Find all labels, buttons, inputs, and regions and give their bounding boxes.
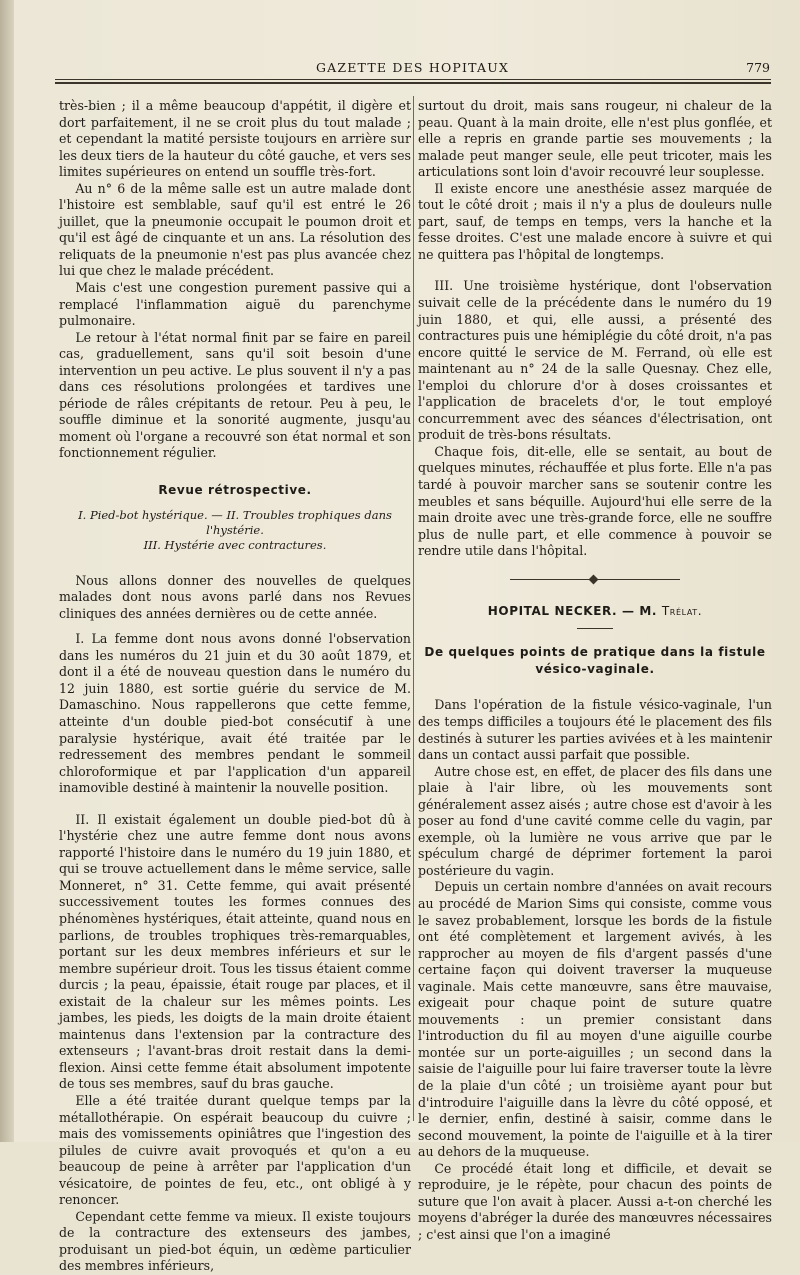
- section-subtitle: I. Pied-bot hystérique. — II. Troubles trophiques dans l'hystérie.: [78, 507, 392, 537]
- paragraph: Il existe encore une anesthésie assez marquée de tout le côté droit ; mais il n'y a plus de douleurs nulle part, sauf, de temps en temps, vers la hanche et la fesse droites. C'est une malade encore à suivre et qui ne quittera pas l'hôpital de longtemps.: [418, 180, 772, 262]
- paragraph: Nous allons donner des nouvelles de quelques malades dont nous avons parlé dans nos Revues cliniques des années dernières ou de cette année.: [59, 572, 411, 621]
- column-divider: [413, 96, 414, 1121]
- header-rule-thick: [55, 82, 771, 84]
- doctor-name: Trélat.: [661, 603, 703, 618]
- paragraph: surtout du droit, mais sans rougeur, ni chaleur de la peau. Quant à la main droite, elle n'est plus gonflée, et elle a repris en grande partie ses mouvements ; la malade peut manger seule, elle peut tricoter, mais les articulations sont loin d'avoir recouvré leur souplesse.: [418, 98, 772, 180]
- right-column: [418, 98, 772, 1243]
- paragraph: Chaque fois, dit-elle, elle se sentait, au bout de quelques minutes, réchauffée et plus forte. Elle n'a pas tardé à pouvoir marcher sans se soutenir contre les meubles et sans béquille. Aujourd'hui elle serre de la main droite avec une très-grande force, elle ne souffre plus de nulle part, et elle commence à pouvoir se rendre utile dans l'hôpital.: [418, 443, 772, 559]
- header-rule-thin: [55, 79, 771, 80]
- binding-edge: [0, 0, 14, 1142]
- paragraph: très-bien ; il a même beaucoup d'appétit, il digère et dort parfaitement, il ne se croit plus du tout malade ; et cependant la matité persiste toujours en arrière sur les deux tiers de la hauteur du côté gauche, et vers ses limites supérieures on entend un souffle très-fort.: [59, 98, 411, 180]
- paragraph: Au n° 6 de la même salle est un autre malade dont l'histoire est semblable, sauf qu'il est entré le 26 juillet, que la pneumonie occupait le poumon droit et qu'il est âgé de cinquante et un ans. La résolution des reliquats de la pneumonie n'est pas plus avancée chez lui que chez le malade précédent.: [59, 180, 411, 279]
- ornamental-separator: [510, 575, 680, 583]
- paragraph: Ce procédé était long et difficile, et devait se reproduire, je le répète, pour chacun des points de suture que l'on avait à placer. Aussi a-t-on cherché les moyens d'abréger la durée des manœuvres nécessaires ; c'est ainsi que l'on a imaginé: [418, 1160, 772, 1242]
- paragraph: Mais c'est une congestion purement passive qui a remplacé l'inflammation aiguë du parenchyme pulmonaire.: [59, 280, 411, 329]
- section-title-revue: Revue rétrospective.: [158, 483, 312, 498]
- left-column: [59, 98, 411, 1275]
- paragraph: Le retour à l'état normal finit par se faire en pareil cas, graduellement, sans qu'il soit besoin d'une intervention un peu active. Le plus souvent il n'y a pas dans ces résolutions prolongées et tardives une période de râles crépitants de retour. Peu à peu, le souffle diminue et la sonorité augmente, jusqu'au moment où l'organe a recouvré son état normal et son fonctionnement régulier.: [59, 329, 411, 461]
- paragraph: Dans l'opération de la fistule vésico-vaginale, l'un des temps difficiles a toujours été le placement des fils destinés à suturer les parties avivées et à les maintenir dans un contact aussi parfait que possible.: [418, 697, 772, 763]
- paragraph: Depuis un certain nombre d'années on avait recours au procédé de Marion Sims qui consiste, comme vous le savez probablement, lorsque les bords de la fistule ont été complètement et largement avivés, à les rapprocher au moyen de fils d'argent passés d'une certaine façon qui doivent traverser la muqueuse vaginale. Mais cette manœuvre, sans être mauvaise, exigeait pour chaque point de suture quatre mouvements : un premier consistant dans l'introduction du fil au moyen d'une aiguille courbe montée sur un porte-aiguilles ; un second dans la saisie de l'aiguille pour lui faire traverser toute la lèvre de la plaie d'un côté ; un troisième ayant pour but d'introduire l'aiguille dans la lèvre du côté opposé, et le dernier, enfin, destiné à saisir, comme dans le second mouvement, la pointe de l'aiguille et à la tirer au dehors de la muqueuse.: [418, 879, 772, 1160]
- section-subtitle: III. Hystérie avec contractures.: [143, 537, 327, 552]
- paragraph: Cependant cette femme va mieux. Il existe toujours de la contracture des extenseurs des jambes, produisant un pied-bot équin, un œdème particulier des membres inférieurs,: [59, 1208, 411, 1274]
- article-title: vésico-vaginale.: [535, 661, 655, 676]
- paragraph: Elle a été traitée durant quelque temps par la métallothérapie. On espérait beaucoup du cuivre ; mais des vomissements opiniâtres que l'ingestion des pilules de cuivre avait provoqués et qu'on a eu beaucoup de peine à arrêter par l'application d'un vésicatoire, de pointes de feu, etc., ont obligé à y renoncer.: [59, 1092, 411, 1208]
- page-header: [55, 58, 770, 78]
- page-number: 779: [746, 60, 770, 75]
- paragraph: II. Il existait également un double pied-bot dû à l'hystérie chez une autre femme dont nous avons rapporté l'histoire dans le numéro du 19 juin 1880, et qui se trouve actuellement dans le même service, salle Monneret, n° 31. Cette femme, qui avait présenté successivement toutes les formes connues des phénomènes hystériques, était atteinte, quand nous en parlions, de troubles trophiques très-remarquables, portant sur les deux membres inférieurs et sur le membre supérieur droit. Tous les tissus étaient comme durcis ; la peau, épaissie, était rouge par places, et il existait de la chaleur sur les mêmes points. Les jambes, les pieds, les doigts de la main droite étaient maintenus dans l'extension par la contracture des extenseurs ; l'avant-bras droit restait dans la demi-flexion. Ainsi cette femme était absolument impotente de tous ses membres, sauf du bras gauche.: [59, 811, 411, 1092]
- article-title: De quelques points de pratique dans la fistule: [424, 645, 766, 660]
- journal-title: GAZETTE DES HOPITAUX: [315, 60, 510, 75]
- hospital-name: HOPITAL NECKER. — M.: [487, 603, 662, 618]
- hospital-heading: [418, 603, 772, 620]
- paragraph: Autre chose est, en effet, de placer des fils dans une plaie à l'air libre, où les mouvements sont généralement assez aisés ; autre chose est d'avoir à les poser au fond d'une cavité comme celle du vagin, par exemple, où la lumière ne vous arrive que par le spéculum chargé de déprimer fortement la paroi postérieure du vagin.: [418, 763, 772, 878]
- paragraph: I. La femme dont nous avons donné l'observation dans les numéros du 21 juin et du 30 août 1879, et dont il a été de nouveau question dans le numéro du 12 juin 1880, est sortie guérie du service de M. Damaschino. Nous rappellerons que cette femme, atteinte d'un double pied-bot consécutif à une paralysie hystérique, avait été traitée par le redressement des membres pendant le sommeil chloroformique et par l'application d'un appareil inamovible destiné à maintenir la nouvelle position.: [59, 631, 411, 796]
- paragraph: III. Une troisième hystérique, dont l'observation suivait celle de la précédente dans le numéro du 19 juin 1880, et qui, elle aussi, a présenté des contractures puis une hémiplégie du côté droit, n'a pas encore quitté le service de M. Ferrand, où elle est maintenant au n° 24 de la salle Quesnay. Chez elle, l'emploi du chlorure d'or à doses croissantes et l'application de bracelets d'or, le tout employé concurremment avec des séances d'électrisation, ont produit de très-bons résultats.: [418, 278, 772, 443]
